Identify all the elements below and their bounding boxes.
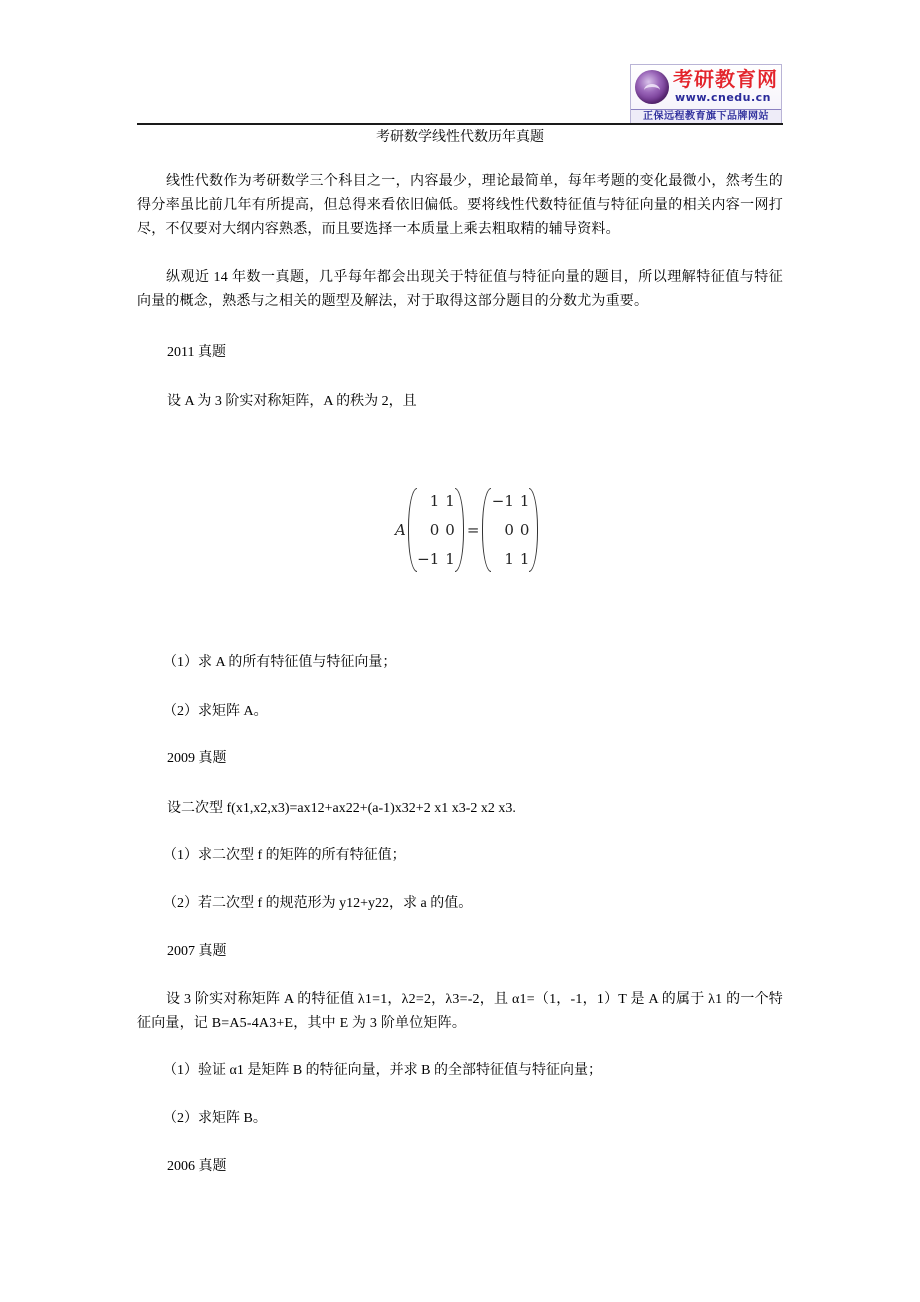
header-divider (137, 123, 783, 125)
lhs-matrix: 1 1 0 0 −1 1 (408, 486, 464, 574)
logo-site-name: 考研教育网 (673, 67, 778, 91)
logo-banner (631, 65, 781, 110)
document-title: 考研数学线性代数历年真题 (376, 130, 544, 145)
problem-statement-2011: 设 A 为 3 阶实对称矩阵，A 的秩为 2，且 (167, 394, 417, 409)
matrix-variable: A (395, 521, 406, 539)
matrix-equation (395, 486, 538, 574)
section-heading-2007: 2007 真题 (167, 944, 227, 959)
question-2011-2: （2）求矩阵 A。 (163, 704, 268, 719)
question-2009-1: （1）求二次型 f 的矩阵的所有特征值； (163, 848, 406, 863)
globe-logo-icon (635, 70, 669, 104)
site-logo[interactable] (630, 64, 782, 124)
problem-statement-2007: 设 3 阶实对称矩阵 A 的特征值 λ1=1，λ2=2，λ3=-2，且 α1=（1，-1，1）T 是 A 的属于 λ1 的一个特征向量，记 B=A5-4A3+E，其中 E 为 3 阶单位矩阵。 (137, 992, 783, 1031)
question-2009-2: （2）若二次型 f 的规范形为 y12+y22，求 a 的值。 (163, 896, 473, 911)
logo-slogan: 正保远程教育旗下品牌网站 (631, 110, 781, 123)
section-heading-2009: 2009 真题 (167, 751, 227, 766)
question-2007-2: （2）求矩阵 B。 (163, 1111, 267, 1126)
question-2007-1: （1）验证 α1 是矩阵 B 的特征向量，并求 B 的全部特征值与特征向量； (163, 1063, 603, 1078)
section-heading-2011: 2011 真题 (167, 345, 226, 360)
rhs-matrix: −1 1 0 0 1 1 (482, 486, 538, 574)
problem-statement-2009: 设二次型 f(x1,x2,x3)=ax12+ax22+(a-1)x32+2 x1 x3-2 x2 x3. (167, 801, 516, 816)
logo-url: www.cnedu.cn (675, 91, 772, 104)
intro-paragraph-2: 纵观近 14 年数一真题，几乎每年都会出现关于特征值与特征向量的题目，所以理解特征值与特征向量的概念，熟悉与之相关的题型及解法，对于取得这部分题目的分数尤为重要。 (137, 270, 783, 309)
section-heading-2006: 2006 真题 (167, 1159, 227, 1174)
question-2011-1: （1）求 A 的所有特征值与特征向量； (163, 655, 397, 670)
equals-sign: = (466, 521, 480, 539)
intro-paragraph-1: 线性代数作为考研数学三个科目之一，内容最少，理论最简单，每年考题的变化最微小，然考生的得分率虽比前几年有所提高，但总得来看依旧偏低。要将线性代数特征值与特征向量的相关内容一网打尽，不仅要对大纲内容熟悉，而且要选择一本质量上乘去粗取精的辅导资料。 (137, 174, 783, 237)
